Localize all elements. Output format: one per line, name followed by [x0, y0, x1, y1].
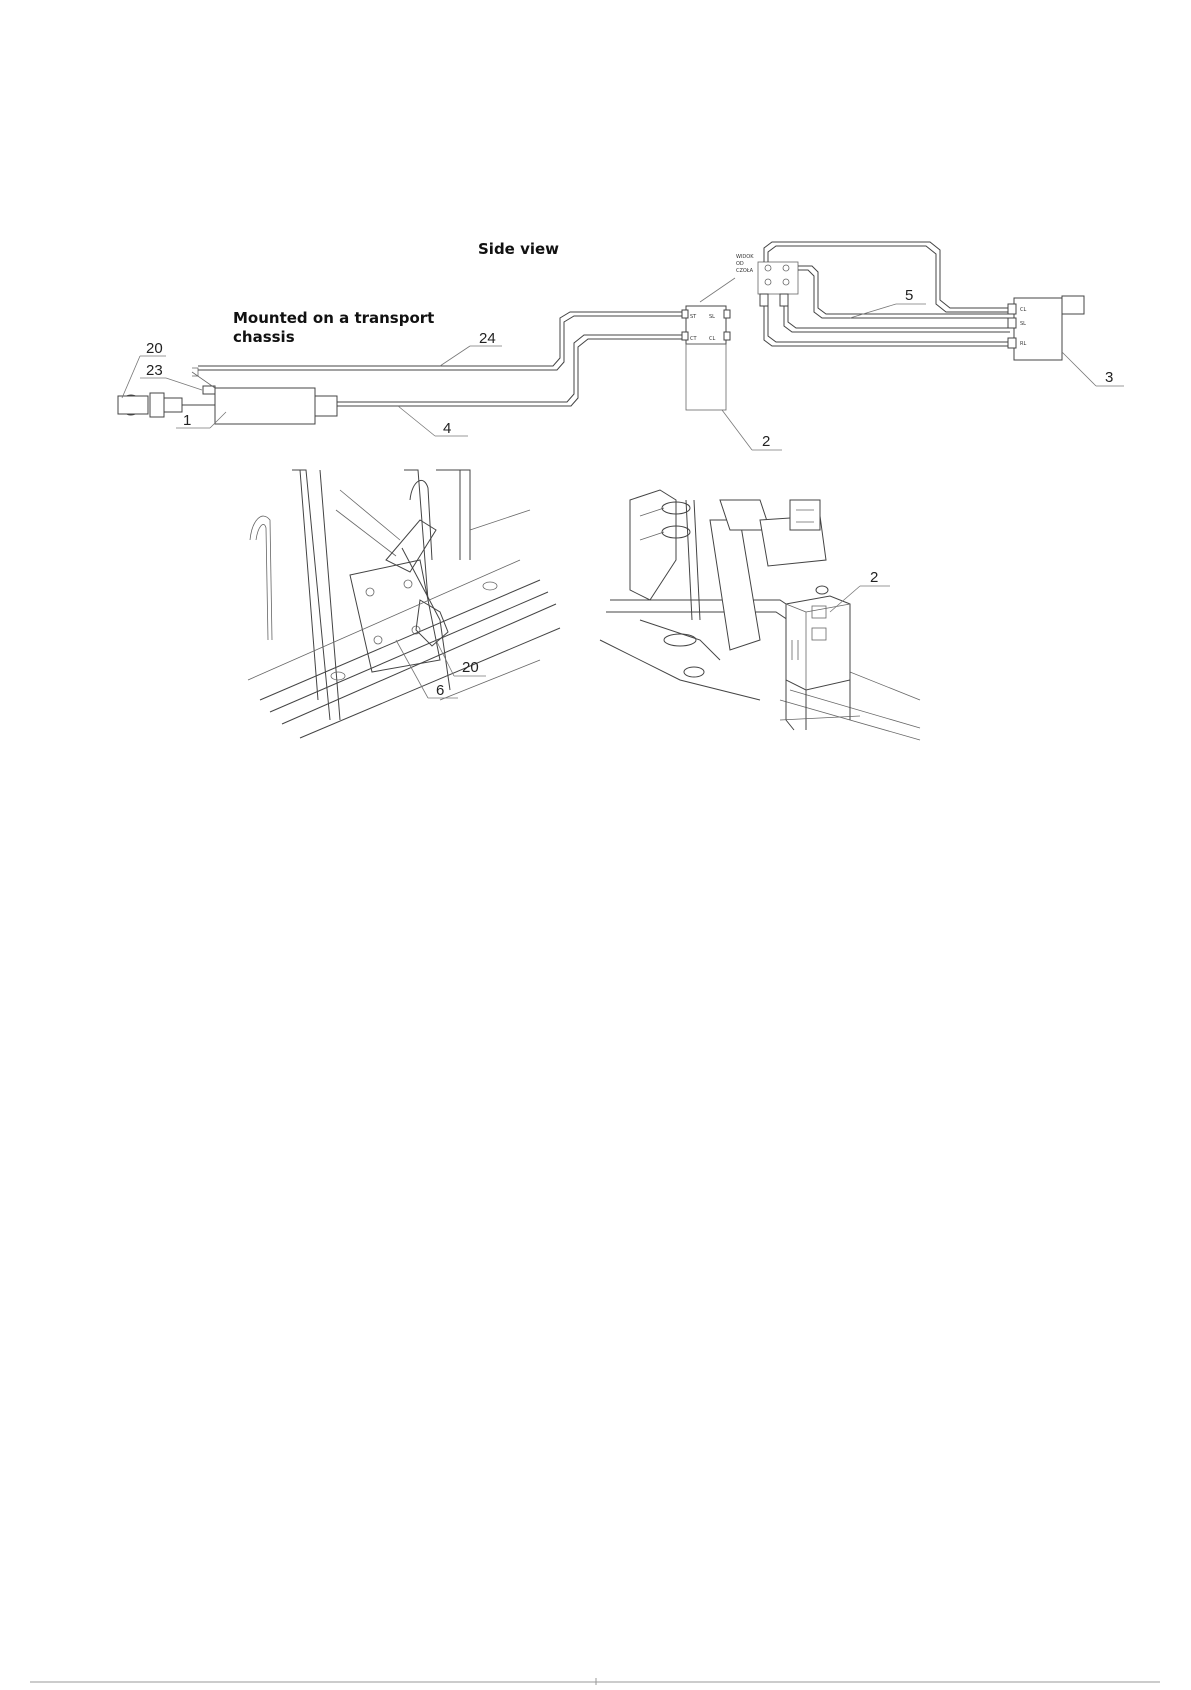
cylinder-3 — [1008, 296, 1084, 360]
callout-20-bottom: 20 — [462, 659, 479, 676]
note-line3: CZOŁA — [736, 268, 754, 274]
mounted-label-line1: Mounted on a transport — [233, 309, 435, 327]
callout-3: 3 — [1105, 369, 1114, 386]
port-ct: CT — [690, 336, 697, 342]
callout-23: 23 — [146, 362, 163, 379]
side-view-heading: Side view — [478, 240, 560, 258]
port-cl: CL — [709, 336, 716, 342]
callout-2-bottom: 2 — [870, 569, 879, 586]
mounted-label-line2: chassis — [233, 328, 295, 346]
port-st: ST — [690, 314, 697, 320]
detail-left-mount — [248, 470, 560, 738]
schematic-side-view — [118, 240, 1124, 450]
note-line1: WIDOK — [736, 254, 754, 260]
callout-1: 1 — [183, 412, 192, 429]
cyl-port-cl: CL — [1020, 307, 1027, 313]
callout-6: 6 — [436, 682, 445, 699]
detail-right-valve — [600, 490, 920, 740]
callout-4: 4 — [443, 420, 452, 437]
callout-2-top: 2 — [762, 433, 771, 450]
cyl-port-rl: RL — [1020, 341, 1027, 347]
note-line2: OD — [736, 261, 744, 267]
hose-5 — [764, 242, 1010, 346]
callout-20-top: 20 — [146, 340, 163, 357]
port-sl: SL — [709, 314, 715, 320]
valve-block-2 — [682, 306, 730, 410]
cyl-port-sl: SL — [1020, 321, 1026, 327]
page-footer — [30, 1678, 1160, 1685]
end-view-detail — [700, 254, 798, 306]
callout-5: 5 — [905, 287, 914, 304]
callout-24: 24 — [479, 330, 496, 347]
